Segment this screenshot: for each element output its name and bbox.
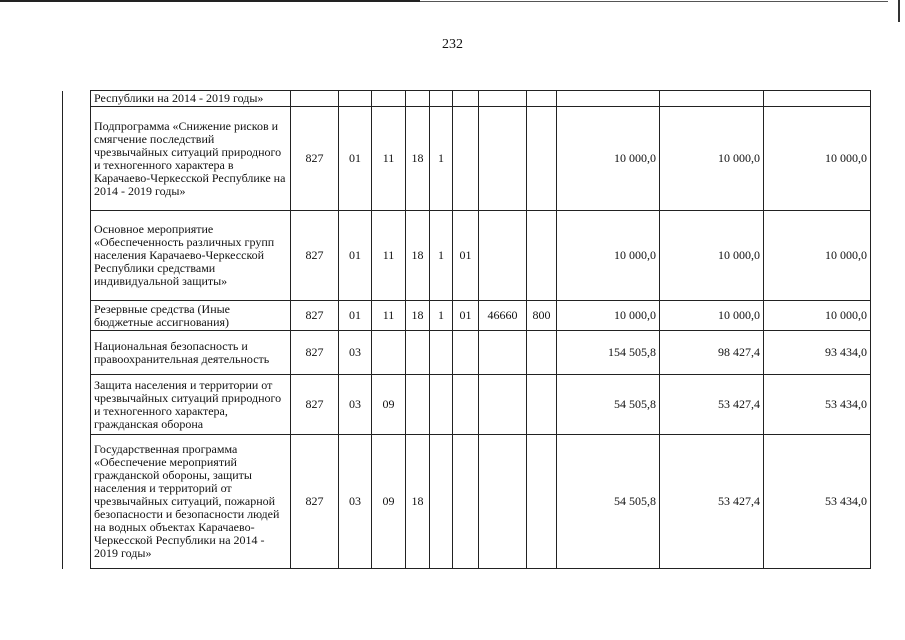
- section-code: 01: [339, 211, 372, 301]
- row-gutter: [63, 301, 91, 331]
- subsection-code: 09: [372, 375, 406, 435]
- target-article-measure: 01: [453, 301, 479, 331]
- page-number: 232: [442, 37, 463, 52]
- amount-year-3: 10 000,0: [764, 301, 871, 331]
- ministry-code: 827: [291, 107, 339, 211]
- target-article-program: 18: [406, 435, 430, 569]
- amount-year-3: [764, 91, 871, 107]
- amount-year-2: [660, 91, 764, 107]
- expense-type-code: [527, 211, 557, 301]
- target-article-direction: [479, 331, 527, 375]
- target-article-direction: [479, 435, 527, 569]
- section-code: 01: [339, 107, 372, 211]
- target-article-program: 18: [406, 107, 430, 211]
- amount-year-1: 10 000,0: [557, 107, 660, 211]
- budget-table: [62, 90, 871, 569]
- expense-type-code: [527, 375, 557, 435]
- row-description: Резервные средства (Иные бюджетные ассигнования): [91, 301, 291, 331]
- row-description: Основное мероприятие «Обеспеченность различных групп населения Карачаево-Черкесской Республики средствами индивидуальной защиты»: [91, 211, 291, 301]
- amount-year-2: 53 427,4: [660, 435, 764, 569]
- amount-year-1: 10 000,0: [557, 211, 660, 301]
- target-article-direction: [479, 107, 527, 211]
- target-article-measure: 01: [453, 211, 479, 301]
- table-row: [63, 107, 871, 211]
- target-article-subprogram: 1: [430, 301, 453, 331]
- target-article-program: [406, 91, 430, 107]
- target-article-subprogram: [430, 435, 453, 569]
- section-code: 03: [339, 435, 372, 569]
- expense-type-code: [527, 435, 557, 569]
- row-gutter: [63, 331, 91, 375]
- target-article-measure: [453, 435, 479, 569]
- ministry-code: 827: [291, 211, 339, 301]
- row-gutter: [63, 211, 91, 301]
- subsection-code: 11: [372, 107, 406, 211]
- top-rule-thin: [420, 1, 888, 2]
- table-row: [63, 331, 871, 375]
- amount-year-1: 154 505,8: [557, 331, 660, 375]
- amount-year-3: 53 434,0: [764, 435, 871, 569]
- target-article-program: [406, 331, 430, 375]
- amount-year-1: [557, 91, 660, 107]
- subsection-code: [372, 331, 406, 375]
- target-article-subprogram: [430, 331, 453, 375]
- top-rule: [0, 0, 420, 2]
- target-article-measure: [453, 375, 479, 435]
- amount-year-3: 93 434,0: [764, 331, 871, 375]
- row-description: Защита населения и территории от чрезвычайных ситуаций природного и техногенного характера, гражданская оборона: [91, 375, 291, 435]
- ministry-code: [291, 91, 339, 107]
- table-row: [63, 211, 871, 301]
- corner-mark: [898, 0, 900, 22]
- ministry-code: 827: [291, 435, 339, 569]
- table-row: [63, 91, 871, 107]
- row-gutter: [63, 91, 91, 107]
- target-article-program: 18: [406, 301, 430, 331]
- table-row: [63, 301, 871, 331]
- expense-type-code: [527, 331, 557, 375]
- target-article-subprogram: [430, 375, 453, 435]
- amount-year-2: 10 000,0: [660, 211, 764, 301]
- row-description: Подпрограмма «Снижение рисков и смягчение последствий чрезвычайных ситуаций природного и техногенного характера в Карачаево-Черкесской Республике на 2014 - 2019 годы»: [91, 107, 291, 211]
- ministry-code: 827: [291, 331, 339, 375]
- section-code: 03: [339, 375, 372, 435]
- section-code: 01: [339, 301, 372, 331]
- table-row: [63, 375, 871, 435]
- target-article-measure: [453, 331, 479, 375]
- row-gutter: [63, 375, 91, 435]
- amount-year-2: 53 427,4: [660, 375, 764, 435]
- target-article-subprogram: 1: [430, 107, 453, 211]
- table-row: [63, 435, 871, 569]
- target-article-subprogram: [430, 91, 453, 107]
- row-description: Республики на 2014 - 2019 годы»: [91, 91, 291, 107]
- target-article-measure: [453, 91, 479, 107]
- target-article-program: 18: [406, 211, 430, 301]
- target-article-direction: [479, 91, 527, 107]
- row-gutter: [63, 435, 91, 569]
- row-description: Государственная программа «Обеспечение мероприятий гражданской обороны, защиты населения и территорий от чрезвычайных ситуаций, пожарной безопасности и безопасности людей на водных объектах Карачаево-Черкесской Республики на 2014 - 2019 годы»: [91, 435, 291, 569]
- expense-type-code: [527, 91, 557, 107]
- subsection-code: 09: [372, 435, 406, 569]
- target-article-subprogram: 1: [430, 211, 453, 301]
- row-gutter: [63, 107, 91, 211]
- section-code: [339, 91, 372, 107]
- amount-year-3: 10 000,0: [764, 107, 871, 211]
- amount-year-2: 98 427,4: [660, 331, 764, 375]
- amount-year-2: 10 000,0: [660, 301, 764, 331]
- target-article-measure: [453, 107, 479, 211]
- target-article-direction: [479, 211, 527, 301]
- amount-year-2: 10 000,0: [660, 107, 764, 211]
- ministry-code: 827: [291, 301, 339, 331]
- amount-year-1: 54 505,8: [557, 435, 660, 569]
- subsection-code: 11: [372, 211, 406, 301]
- expense-type-code: 800: [527, 301, 557, 331]
- target-article-program: [406, 375, 430, 435]
- row-description: Национальная безопасность и правоохранительная деятельность: [91, 331, 291, 375]
- amount-year-3: 10 000,0: [764, 211, 871, 301]
- target-article-direction: [479, 375, 527, 435]
- subsection-code: 11: [372, 301, 406, 331]
- expense-type-code: [527, 107, 557, 211]
- amount-year-1: 10 000,0: [557, 301, 660, 331]
- target-article-direction: 46660: [479, 301, 527, 331]
- subsection-code: [372, 91, 406, 107]
- amount-year-1: 54 505,8: [557, 375, 660, 435]
- ministry-code: 827: [291, 375, 339, 435]
- section-code: 03: [339, 331, 372, 375]
- amount-year-3: 53 434,0: [764, 375, 871, 435]
